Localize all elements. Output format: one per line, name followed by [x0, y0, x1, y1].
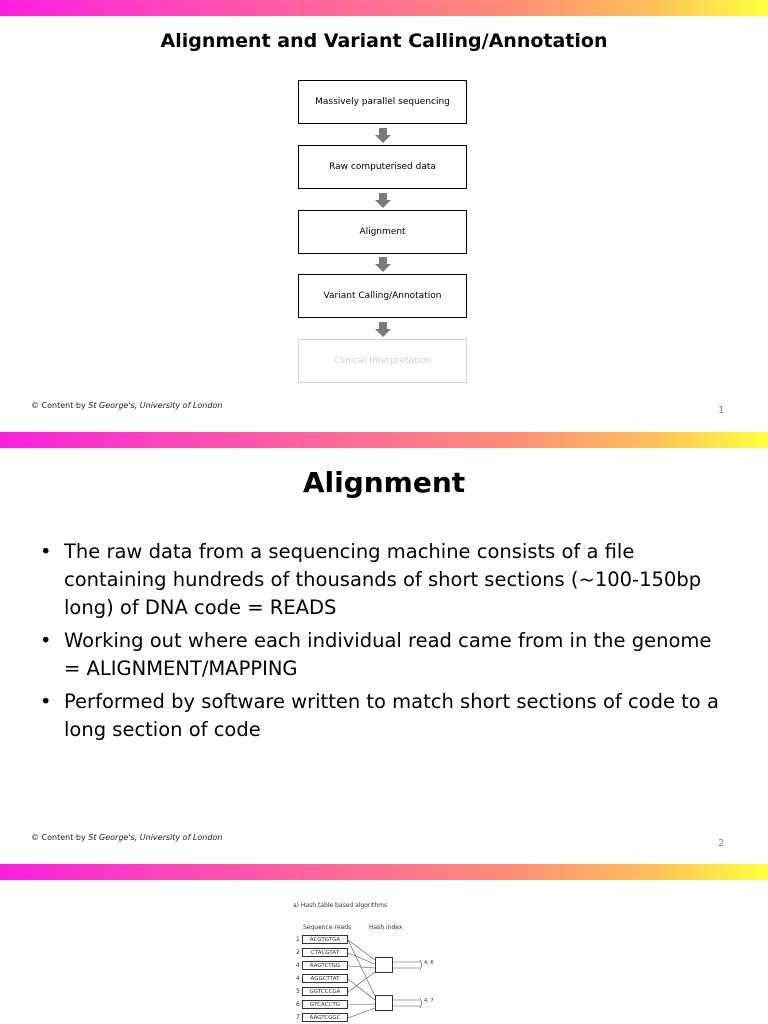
hash-mapping-lines [0, 880, 768, 1024]
down-arrow-icon [375, 193, 391, 209]
bullet-glyph: • [40, 629, 52, 652]
page-number: 1 [718, 405, 725, 416]
bullet-item [40, 688, 730, 744]
down-arrow-icon [375, 322, 391, 338]
read-sequence: AAGTCGGC [302, 1013, 348, 1022]
figure-caption: a) Hash table based algorithms [293, 902, 388, 909]
read-number: 4 [296, 975, 300, 982]
copyright-prefix: © Content by [31, 833, 89, 842]
flow-step-label: Variant Calling/Annotation [323, 291, 442, 301]
slide-title: Alignment [302, 466, 466, 499]
read-sequence: AAGTCTGG [302, 961, 348, 970]
column-header-hash: Hash index [369, 924, 403, 931]
slide-title: Alignment and Variant Calling/Annotation [160, 30, 608, 52]
bullet-glyph: • [40, 690, 52, 713]
bullet-text: The raw data from a sequencing machine consists of a file containing hundreds of thousands of short sections (~100-150bp long) of DNA code = READS [64, 540, 702, 619]
flow-step-label: Raw computerised data [329, 162, 436, 172]
read-number: 5 [296, 988, 300, 995]
read-number: 4 [296, 962, 300, 969]
read-sequence: GGTCCCGA [302, 987, 348, 996]
read-sequence: GTCACCTG [302, 1000, 348, 1009]
column-header-reads: Sequence reads [303, 924, 352, 931]
hash-position-label: 4, 6 [424, 960, 434, 966]
flow-step-raw-data [298, 145, 467, 189]
bullet-text: Working out where each individual read came from in the genome = ALIGNMENT/MAPPING [64, 629, 712, 680]
flow-step-alignment [298, 210, 467, 254]
read-sequence: ACGTGTGA [302, 935, 348, 944]
bullet-item [40, 538, 730, 622]
read-number: 6 [296, 1001, 300, 1008]
slide-band-middle [0, 432, 768, 448]
copyright-notice [31, 833, 222, 842]
bullet-item [40, 627, 730, 683]
page-number: 2 [718, 838, 725, 849]
slide-1 [0, 0, 768, 432]
read-number: 2 [296, 949, 300, 956]
down-arrow-icon [375, 257, 391, 273]
bullet-text: Performed by software written to match short sections of code to a long section of code [64, 690, 719, 741]
flow-step-label: Alignment [359, 227, 406, 237]
read-number: 7 [296, 1014, 300, 1021]
hash-position-label: 4, 7 [424, 998, 434, 1004]
read-sequence: AGGCTTAT [302, 974, 348, 983]
copyright-org: St George's, University of London [88, 401, 223, 410]
flow-step-label: Clinical Interpretation [333, 356, 432, 366]
copyright-org: St George's, University of London [88, 833, 223, 842]
flow-step-sequencing [298, 80, 467, 124]
read-number: 1 [296, 936, 300, 943]
flow-step-label: Massively parallel sequencing [315, 97, 450, 107]
bullet-glyph: • [40, 540, 52, 563]
flow-step-clinical-interpretation [298, 339, 467, 383]
down-arrow-icon [375, 128, 391, 144]
flow-step-variant-calling [298, 274, 467, 318]
slide-band-bottom [0, 864, 768, 880]
copyright-prefix: © Content by [31, 401, 89, 410]
read-sequence: CTACGTAT [302, 948, 348, 957]
bullet-list [40, 538, 730, 749]
copyright-notice [31, 401, 222, 410]
slide-3 [0, 880, 768, 1024]
